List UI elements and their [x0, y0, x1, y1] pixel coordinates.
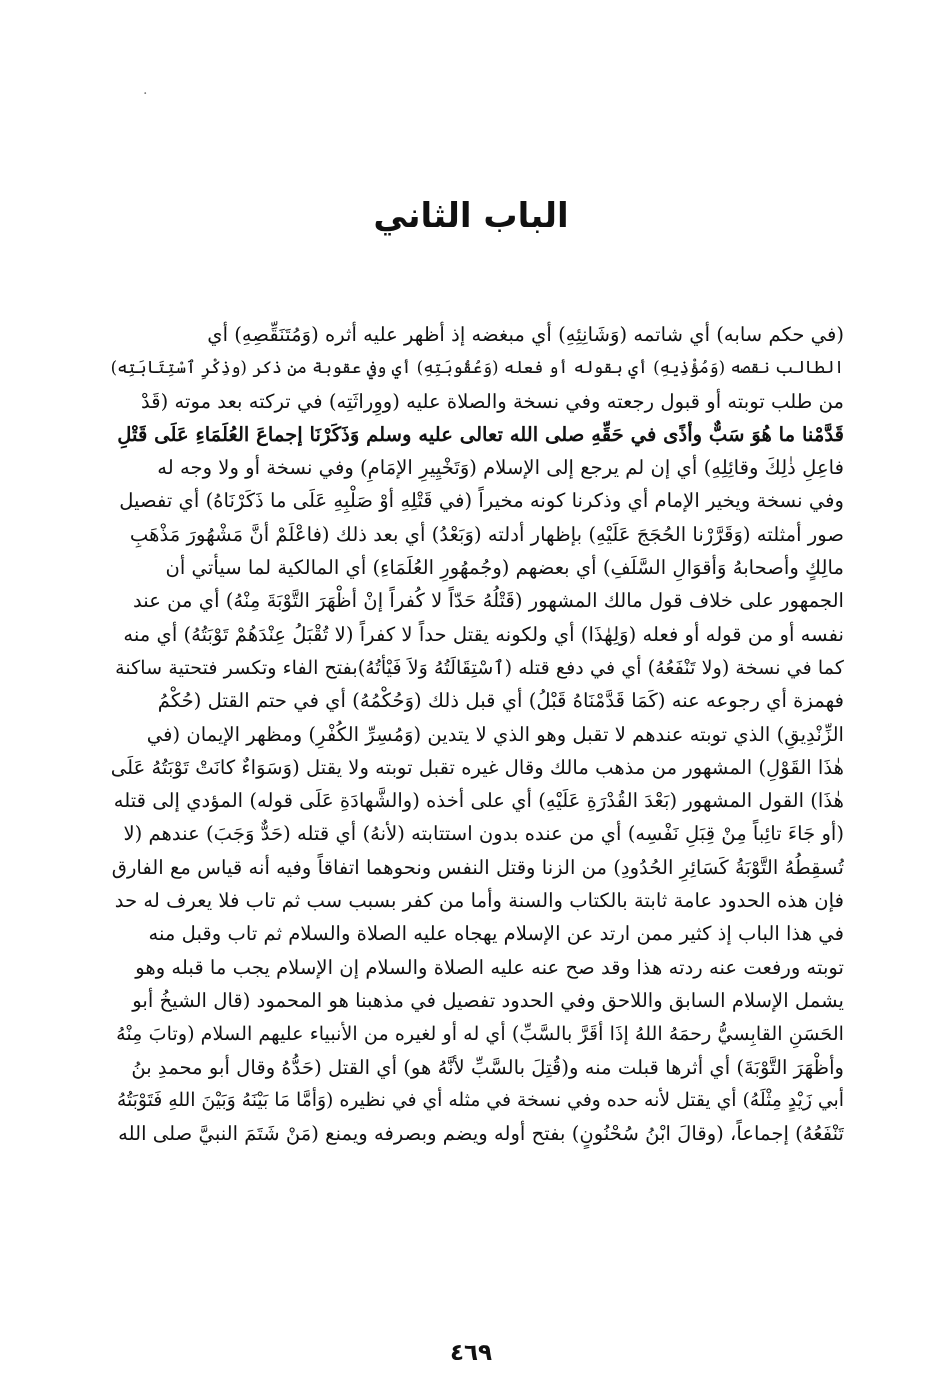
text-line: يشمل الإسلام السابق واللاحق وفي الحدود تفصيل في مذهبنا هو المحمود (قال الشيخُ أبو [132, 988, 844, 1012]
text-line: هٰذَا القَوْلِ) المشهور من مذهب مالك وقال غيره تقبل توبته ولا يقتل (وَسَوَاءٌ كانَتْ تَوْبَتُهُ عَلَى [110, 755, 844, 779]
text-line: تُسقِطُهُ التَّوْبَةُ كَسَائِرِ الحُدُودِ) من الزنا وقتل النفس ونحوهما اتفاقاً وفيه أنه قياس مع الفارق [111, 855, 844, 879]
body-text [104, 318, 844, 1150]
text-line: فاعِلِ ذٰلِكَ وقائِلِهِ) أي إن لم يرجع إلى الإسلام (وَتَخْيِيرِ الإمَامِ) وفي نسخة أو ولا وجه له [157, 456, 844, 480]
text-line: (أو جَاءَ تائِباً مِنْ قِبَلِ نَفْسِه) أي من عنده بدون استتابته (لأنهُ) أي قتله (حَدٌّ وَجَبَ) عندهم (لا [123, 822, 844, 846]
text-line: مالِكٍ وأصحابهُ وَأقوَالِ السَّلَفِ) أي بعضهم (وجُمهُورِ العُلَمَاءِ) أي المالكية لما سيأتي أن [165, 556, 844, 580]
text-line: الزِّنْدِيقِ) الذي توبته عندهم لا تقبل وهو الذي لا يتدين (وَمُسِرِّ الكُفْرِ) ومظهر الإيمان (في [146, 722, 844, 746]
text-line: الطالب نقصه (وَمُؤْذِيهِ) أي بقوله أو فعله (وَعُقُوبَتِهِ) أي وفي عقوبة من ذكر (وذِكْرِ ٱسْتِتَابَتِه) [110, 357, 844, 378]
text-line: توبته ورفعت عنه ردته هذا وقد صح عنه عليه الصلاة والسلام إن الإسلام يجب ما قبله وهو [135, 955, 844, 979]
text-line: هٰذَا) القول المشهور (بَعْدَ القُدْرَةِ عَلَيْهِ) أي على أخذه (والشَّهادَةِ عَلَى قوله) المؤدي إلى قتله [113, 789, 844, 813]
text-line: في هذا الباب إذ كثير ممن ارتد عن الإسلام يهجاه عليه الصلاة والسلام ثم تاب وقبل منه [148, 922, 844, 946]
page-mark: . [143, 82, 148, 98]
text-line: كما في نسخة (ولا تَنْفَعُهُ) أي في دفع قتله (ٱسْتِقَالَتُهُ وَلاَ فَيْأتُهُ)بفتح الفاء وتكسر فتحتية ساكنة [115, 655, 844, 679]
chapter-title: الباب الثاني [373, 196, 569, 236]
text-line: فهمزة أي رجوعه عنه (كَمَا قَدَّمْنَاهُ قَبْلُ) أي قبل ذلك (وَحُكْمُهُ) أي في حتم القتل (حُكْمُ [157, 689, 844, 713]
text-line: تَنْفَعُهُ) إجماعاً، (وقالَ ابْنُ سُحْنُونٍ) بفتح أوله ويضم وبصرفه ويمنع (مَنْ شَتَمَ النبيَّ صلى الله [118, 1122, 844, 1146]
text-line: من طلب توبته أو قبول رجعته وفي نسخة والصلاة عليه (ووِراثَتِه) في تركته بعد موته (قَدْ [140, 389, 844, 413]
page-number: ٤٦٩ [449, 1340, 493, 1366]
text-line: صور أمثلته (وَقَرَّرْنا الحُجَجَ عَلَيْهِ) بإظهار أدلته (وَبَعْدُ) أي بعد ذلك (فاعْلَمْ أنَّ مَشْهُورَ مَذْهَبِ [129, 522, 844, 546]
text-line: فإن هذه الحدود عامة ثابتة بالكتاب والسنة وأما من كفر بسبب سب ثم تاب فلا يعرف له حد [114, 889, 844, 913]
text-line: قَدَّمْنا ما هُوَ سَبٌّ وأذًى في حَقِّهِ صلى الله تعالى عليه وسلم وَذَكَرْنَا إجماعَ العُلَمَاءِ عَلَى قَتْلِ [117, 422, 844, 446]
text-line: الحَسَنِ القابِسيُّ رحمَهُ اللهُ إذَا أقَرَّ بالسَّبِّ) أي له أو لغيره من الأنبياء عليهم السلام (وتابَ مِنْهُ [116, 1022, 844, 1046]
text-line: وفي نسخة ويخير الإمام أي وذكرنا كونه مخيراً (في قَتْلِهِ أوْ صَلْبِهِ عَلَى ما ذَكَرْنَاهُ) أي تفصيل [119, 489, 844, 513]
text-line: نفسه أو من قوله أو فعله (وَلِهٰذَا) أي ولكونه يقتل حداً لا كفراً (لا تُقْبَلُ عِنْدَهُمْ تَوْبَتُهُ) أي منه [123, 622, 844, 646]
text-line: الجمهور على خلاف قول مالك المشهور (قَتْلُهُ حَدّاً لا كُفراً إنْ أظْهَرَ التَّوْبَةَ مِنْهُ) أي من عند [133, 589, 844, 613]
text-line: (في حكم سابه) أي شاتمه (وَشَانِئِهِ) أي مبغضه إذ أظهر عليه أثره (وَمُتَنَقِّصِهِ) أي [207, 323, 844, 346]
text-line: وأظْهَرَ التَّوْبَةَ) أي أثرها قبلت منه و(قُتِلَ بالسَّبِّ لأنَّهُ هو) أي القتل (حَدُّهُ وقال أبو محمدِ بنُ [131, 1055, 844, 1079]
text-line: أبي زَيْدٍ مِثْلَهُ) أي يقتل لأنه حده وفي نسخة في مثله أي في نظيره (وَأمَّا مَا بَيْنَهُ وَبَيْنَ اللهِ فَتَوْبَتُهُ [116, 1089, 844, 1111]
